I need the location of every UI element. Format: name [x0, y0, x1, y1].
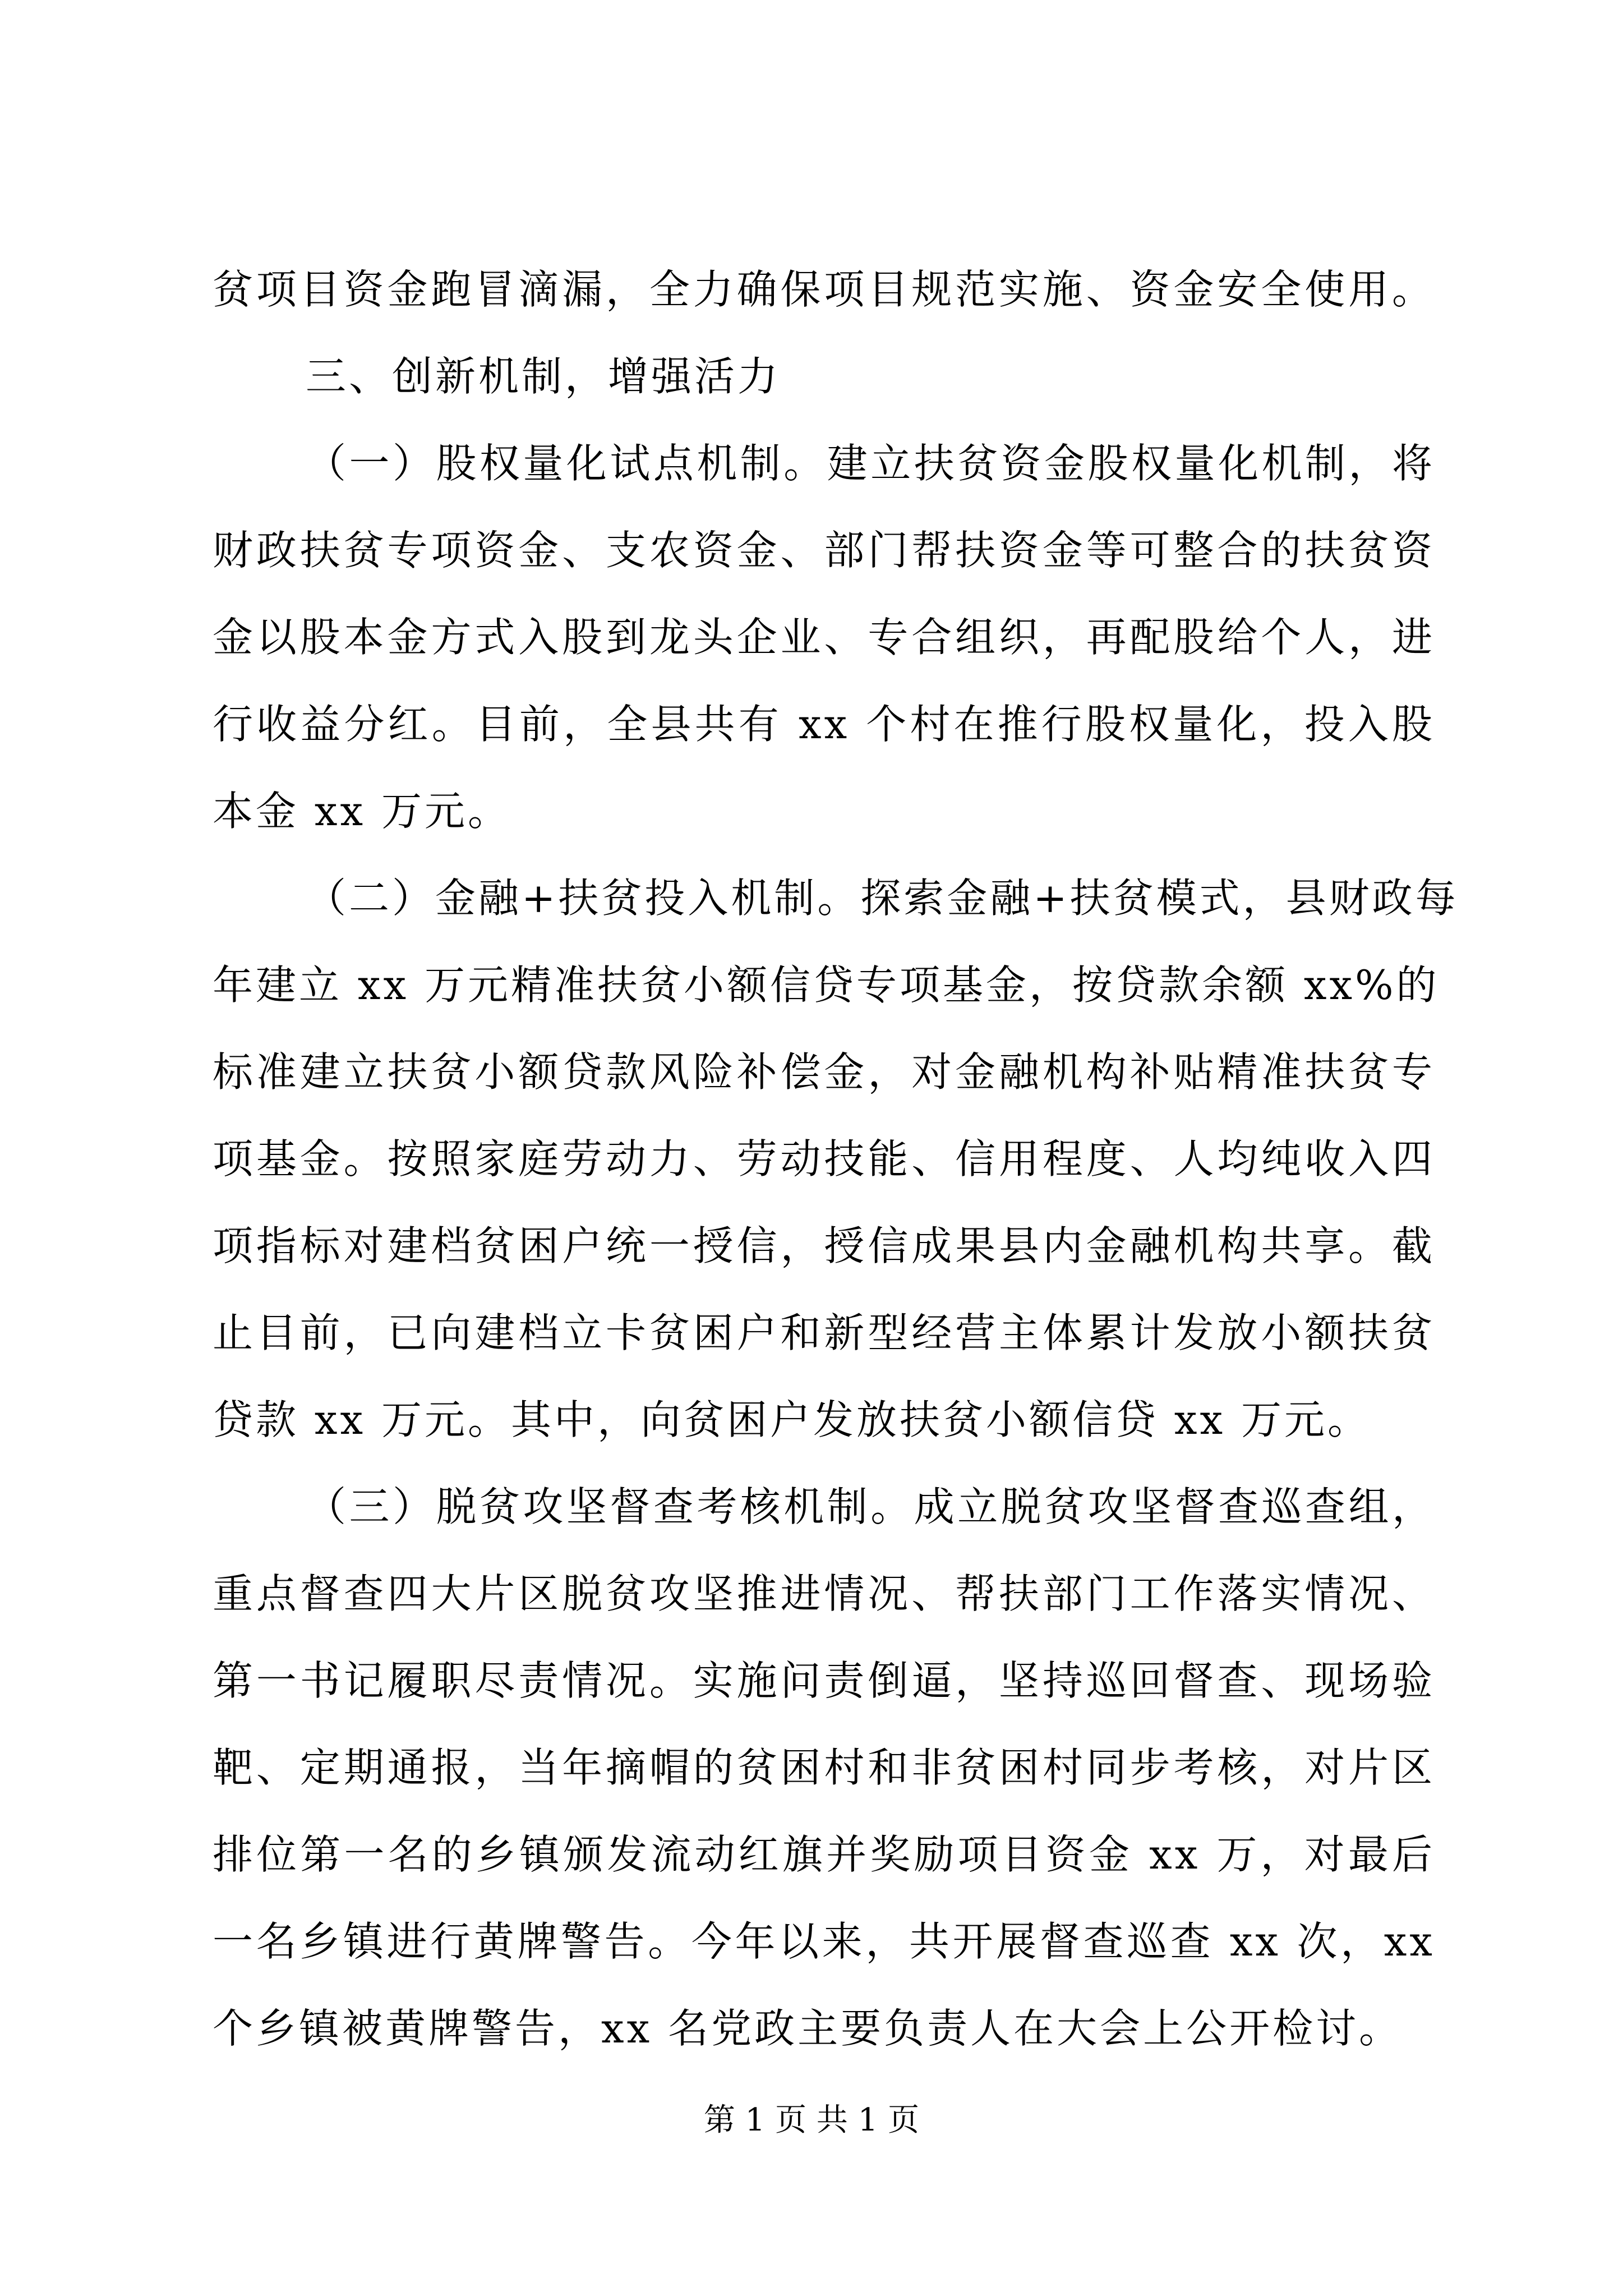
text-line: 金以股本金方式入股到龙头企业、专合组织，再配股给个人，进 — [213, 614, 1435, 661]
text-line: 贫项目资金跑冒滴漏，全力确保项目规范实施、资金安全使用。 — [213, 266, 1435, 313]
page-footer: 第 1 页 共 1 页 — [703, 2102, 920, 2138]
text-line: 贷款 xx 万元。其中，向贫困户发放扶贫小额信贷 xx 万元。 — [213, 1396, 1371, 1443]
text-line: 个乡镇被黄牌警告，xx 名党政主要负责人在大会上公开检讨。 — [213, 2005, 1403, 2052]
text-line: 项基金。按照家庭劳动力、劳动技能、信用程度、人均纯收入四 — [213, 1135, 1435, 1182]
text-line: （二）金融+扶贫投入机制。探索金融+扶贫模式，县财政每 — [306, 875, 1459, 922]
text-line: 一名乡镇进行黄牌警告。今年以来，共开展督查巡查 xx 次，xx — [213, 1918, 1435, 1965]
text-line: （一）股权量化试点机制。建立扶贫资金股权量化机制，将 — [306, 440, 1435, 487]
text-line: （三）脱贫攻坚督查考核机制。成立脱贫攻坚督查巡查组， — [306, 1483, 1435, 1530]
section-heading: 三、创新机制，增强活力 — [306, 353, 781, 400]
text-line: 排位第一名的乡镇颁发流动红旗并奖励项目资金 xx 万，对最后 — [213, 1831, 1435, 1878]
text-line: 第一书记履职尽责情况。实施问责倒逼，坚持巡回督查、现场验 — [213, 1657, 1435, 1704]
text-line: 本金 xx 万元。 — [213, 788, 511, 835]
text-line: 财政扶贫专项资金、支农资金、部门帮扶资金等可整合的扶贫资 — [213, 527, 1435, 574]
text-line: 行收益分红。目前，全县共有 xx 个村在推行股权量化，投入股 — [213, 701, 1435, 748]
text-line: 项指标对建档贫困户统一授信，授信成果县内金融机构共享。截 — [213, 1222, 1435, 1269]
text-line: 重点督查四大片区脱贫攻坚推进情况、帮扶部门工作落实情况、 — [213, 1570, 1435, 1617]
text-line: 靶、定期通报，当年摘帽的贫困村和非贫困村同步考核，对片区 — [213, 1744, 1435, 1791]
text-line: 止目前，已向建档立卡贫困户和新型经营主体累计发放小额扶贫 — [213, 1309, 1435, 1356]
text-line: 标准建立扶贫小额贷款风险补偿金，对金融机构补贴精准扶贫专 — [213, 1048, 1435, 1096]
text-line: 年建立 xx 万元精准扶贫小额信贷专项基金，按贷款余额 xx%的 — [213, 961, 1440, 1009]
